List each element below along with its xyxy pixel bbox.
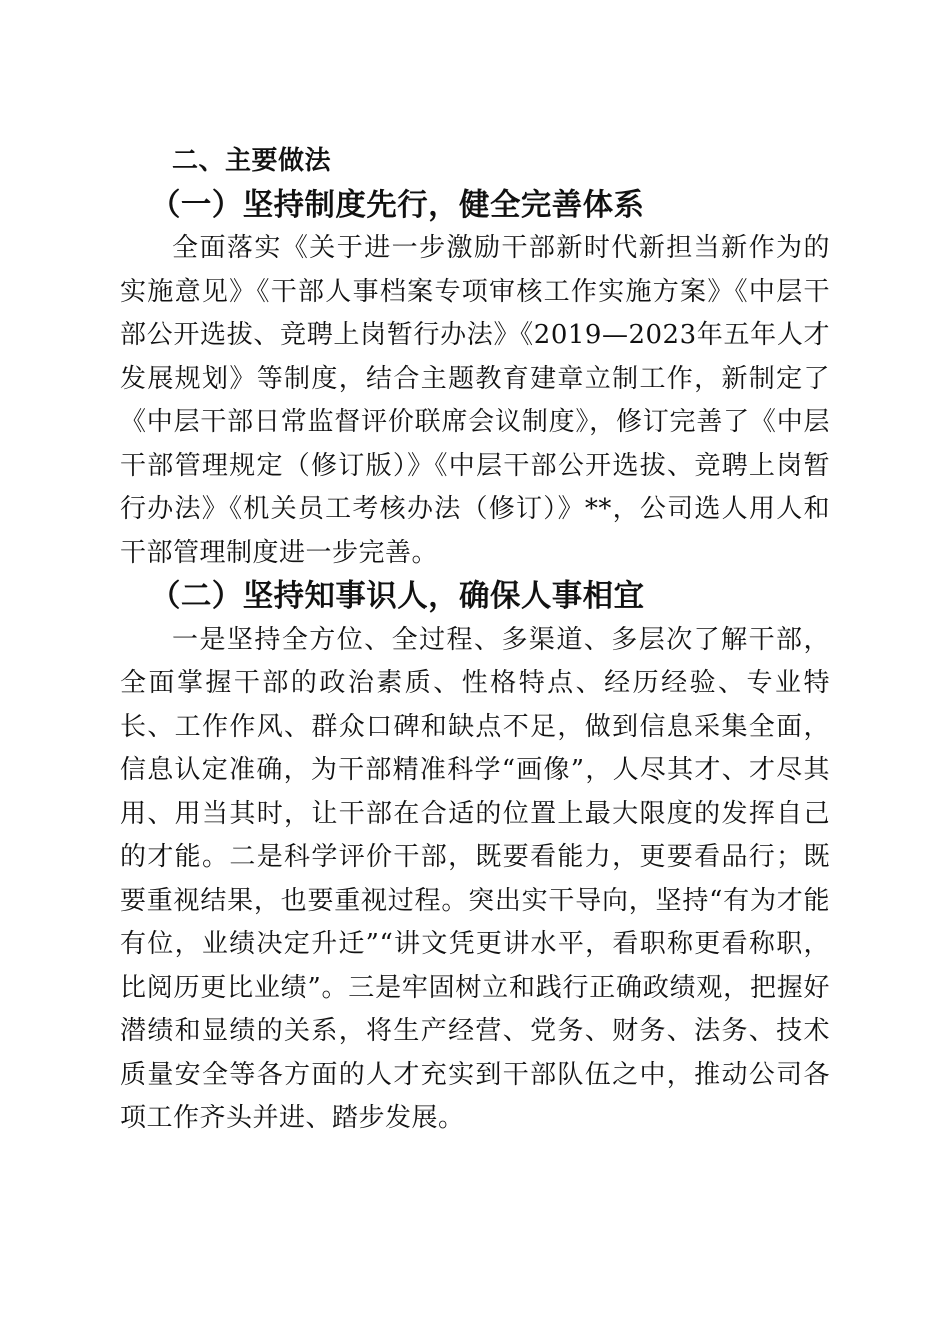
- subsection-2-body: 一是坚持全方位、全过程、多渠道、多层次了解干部，全面掌握干部的政治素质、性格特点、经历经验、专业特长、工作作风、群众口碑和缺点不足，做到信息采集全面，信息认定准确，为干部精准科学“画像”，人尽其才、才尽其用、用当其时，让干部在合适的位置上最大限度的发挥自己的才能。二是科学评价干部，既要看能力，更要看品行；既要重视结果，也要重视过程。突出实干导向，坚持“有为才能有位，业绩决定升迁”“讲文凭更讲水平，看职称更看称职，比阅历更比业绩”。三是牢固树立和践行正确政绩观，把握好潜绩和显绩的关系，将生产经营、党务、财务、法务、技术质量安全等各方面的人才充实到干部队伍之中，推动公司各项工作齐头并进、踏步发展。: [120, 624, 830, 1133]
- document-body: [120, 140, 830, 1141]
- subsection-2-title: （二）坚持知事识人，确保人事相宜: [150, 578, 645, 614]
- subsection-1-body: 全面落实《关于进一步激励干部新时代新担当新作为的实施意见》《干部人事档案专项审核工作实施方案》《中层干部公开选拔、竞聘上岗暂行办法》《2019—2023年五年人才发展规划》等制度，结合主题教育建章立制工作，新制定了《中层干部日常监督评价联席会议制度》，修订完善了《中层干部管理规定（修订版）》《中层干部公开选拔、竞聘上岗暂行办法》《机关员工考核办法（修订）》**，公司选人用人和干部管理制度进一步完善。: [120, 233, 830, 568]
- section-title: 二、主要做法: [172, 146, 332, 176]
- subsection-1-title: （一）坚持制度先行，健全完善体系: [150, 186, 645, 223]
